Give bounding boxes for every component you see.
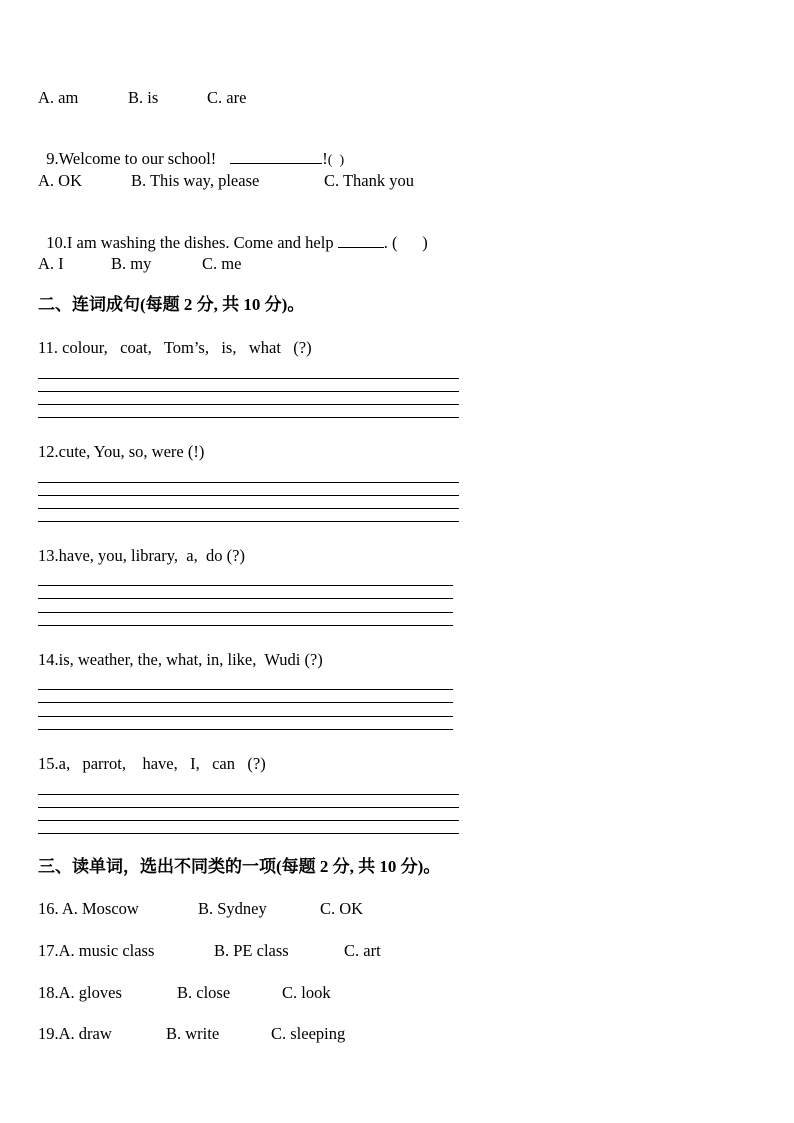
q17-option-b: B. PE class: [214, 941, 289, 960]
question-15: 15.a, parrot, have, I, can (?): [38, 754, 266, 773]
answer-line: [38, 689, 453, 690]
question-13: 13.have, you, library, a, do (?): [38, 546, 245, 565]
answer-line: [38, 794, 459, 795]
q18-option-c: C. look: [282, 983, 331, 1002]
answer-line: [38, 495, 459, 496]
answer-line: [38, 521, 459, 522]
q9-option-a: A. OK: [38, 171, 82, 190]
answer-line: [38, 716, 453, 717]
answer-line: [38, 729, 453, 730]
section-3-heading: 三、读单词，选出不同类的一项(每题 2 分, 共 10 分)。: [38, 857, 441, 876]
q19-option-b: B. write: [166, 1024, 220, 1043]
answer-line: [38, 807, 459, 808]
answer-line: [38, 585, 453, 586]
q8-option-c: C. are: [207, 88, 247, 107]
question-9-paren: ( ): [327, 153, 345, 168]
q9-option-b: B. This way, please: [131, 171, 260, 190]
q19-option-a: 19.A. draw: [38, 1024, 112, 1043]
question-10-blank: [338, 247, 384, 248]
question-9: [38, 129, 344, 171]
q18-option-b: B. close: [177, 983, 231, 1002]
question-14: 14.is, weather, the, what, in, like, Wudi (?): [38, 650, 323, 669]
q8-option-b: B. is: [128, 88, 159, 107]
answer-line: [38, 482, 459, 483]
q17-option-c: C. art: [344, 941, 381, 960]
answer-line: [38, 833, 459, 834]
q16-option-a: 16. A. Moscow: [38, 899, 139, 918]
answer-line: [38, 508, 459, 509]
q10-option-a: A. I: [38, 254, 64, 273]
q16-option-b: B. Sydney: [198, 899, 267, 918]
q17-option-a: 17.A. music class: [38, 941, 155, 960]
question-11: 11. colour, coat, Tom’s, is, what (?): [38, 338, 312, 357]
q16-option-c: C. OK: [320, 899, 364, 918]
q10-option-b: B. my: [111, 254, 152, 273]
answer-line: [38, 378, 459, 379]
answer-line: [38, 417, 459, 418]
answer-line: [38, 625, 453, 626]
question-12: 12.cute, You, so, were (!): [38, 442, 205, 461]
q10-option-c: C. me: [202, 254, 242, 273]
q19-option-c: C. sleeping: [271, 1024, 346, 1043]
question-10-text: 10.I am washing the dishes. Come and help: [46, 233, 334, 252]
q9-option-c: C. Thank you: [324, 171, 414, 190]
question-10-tail: . ( ): [383, 233, 428, 252]
answer-line: [38, 404, 459, 405]
question-9-mark: !: [322, 149, 328, 168]
question-9-blank: [230, 163, 322, 164]
answer-line: [38, 702, 453, 703]
answer-line: [38, 612, 453, 613]
answer-line: [38, 391, 459, 392]
answer-line: [38, 598, 453, 599]
q8-option-a: A. am: [38, 88, 79, 107]
section-2-heading: 二、连词成句(每题 2 分, 共 10 分)。: [38, 295, 305, 314]
question-9-text: 9.Welcome to our school!: [46, 149, 217, 168]
q18-option-a: 18.A. gloves: [38, 983, 122, 1002]
question-10: [38, 213, 428, 253]
answer-line: [38, 820, 459, 821]
